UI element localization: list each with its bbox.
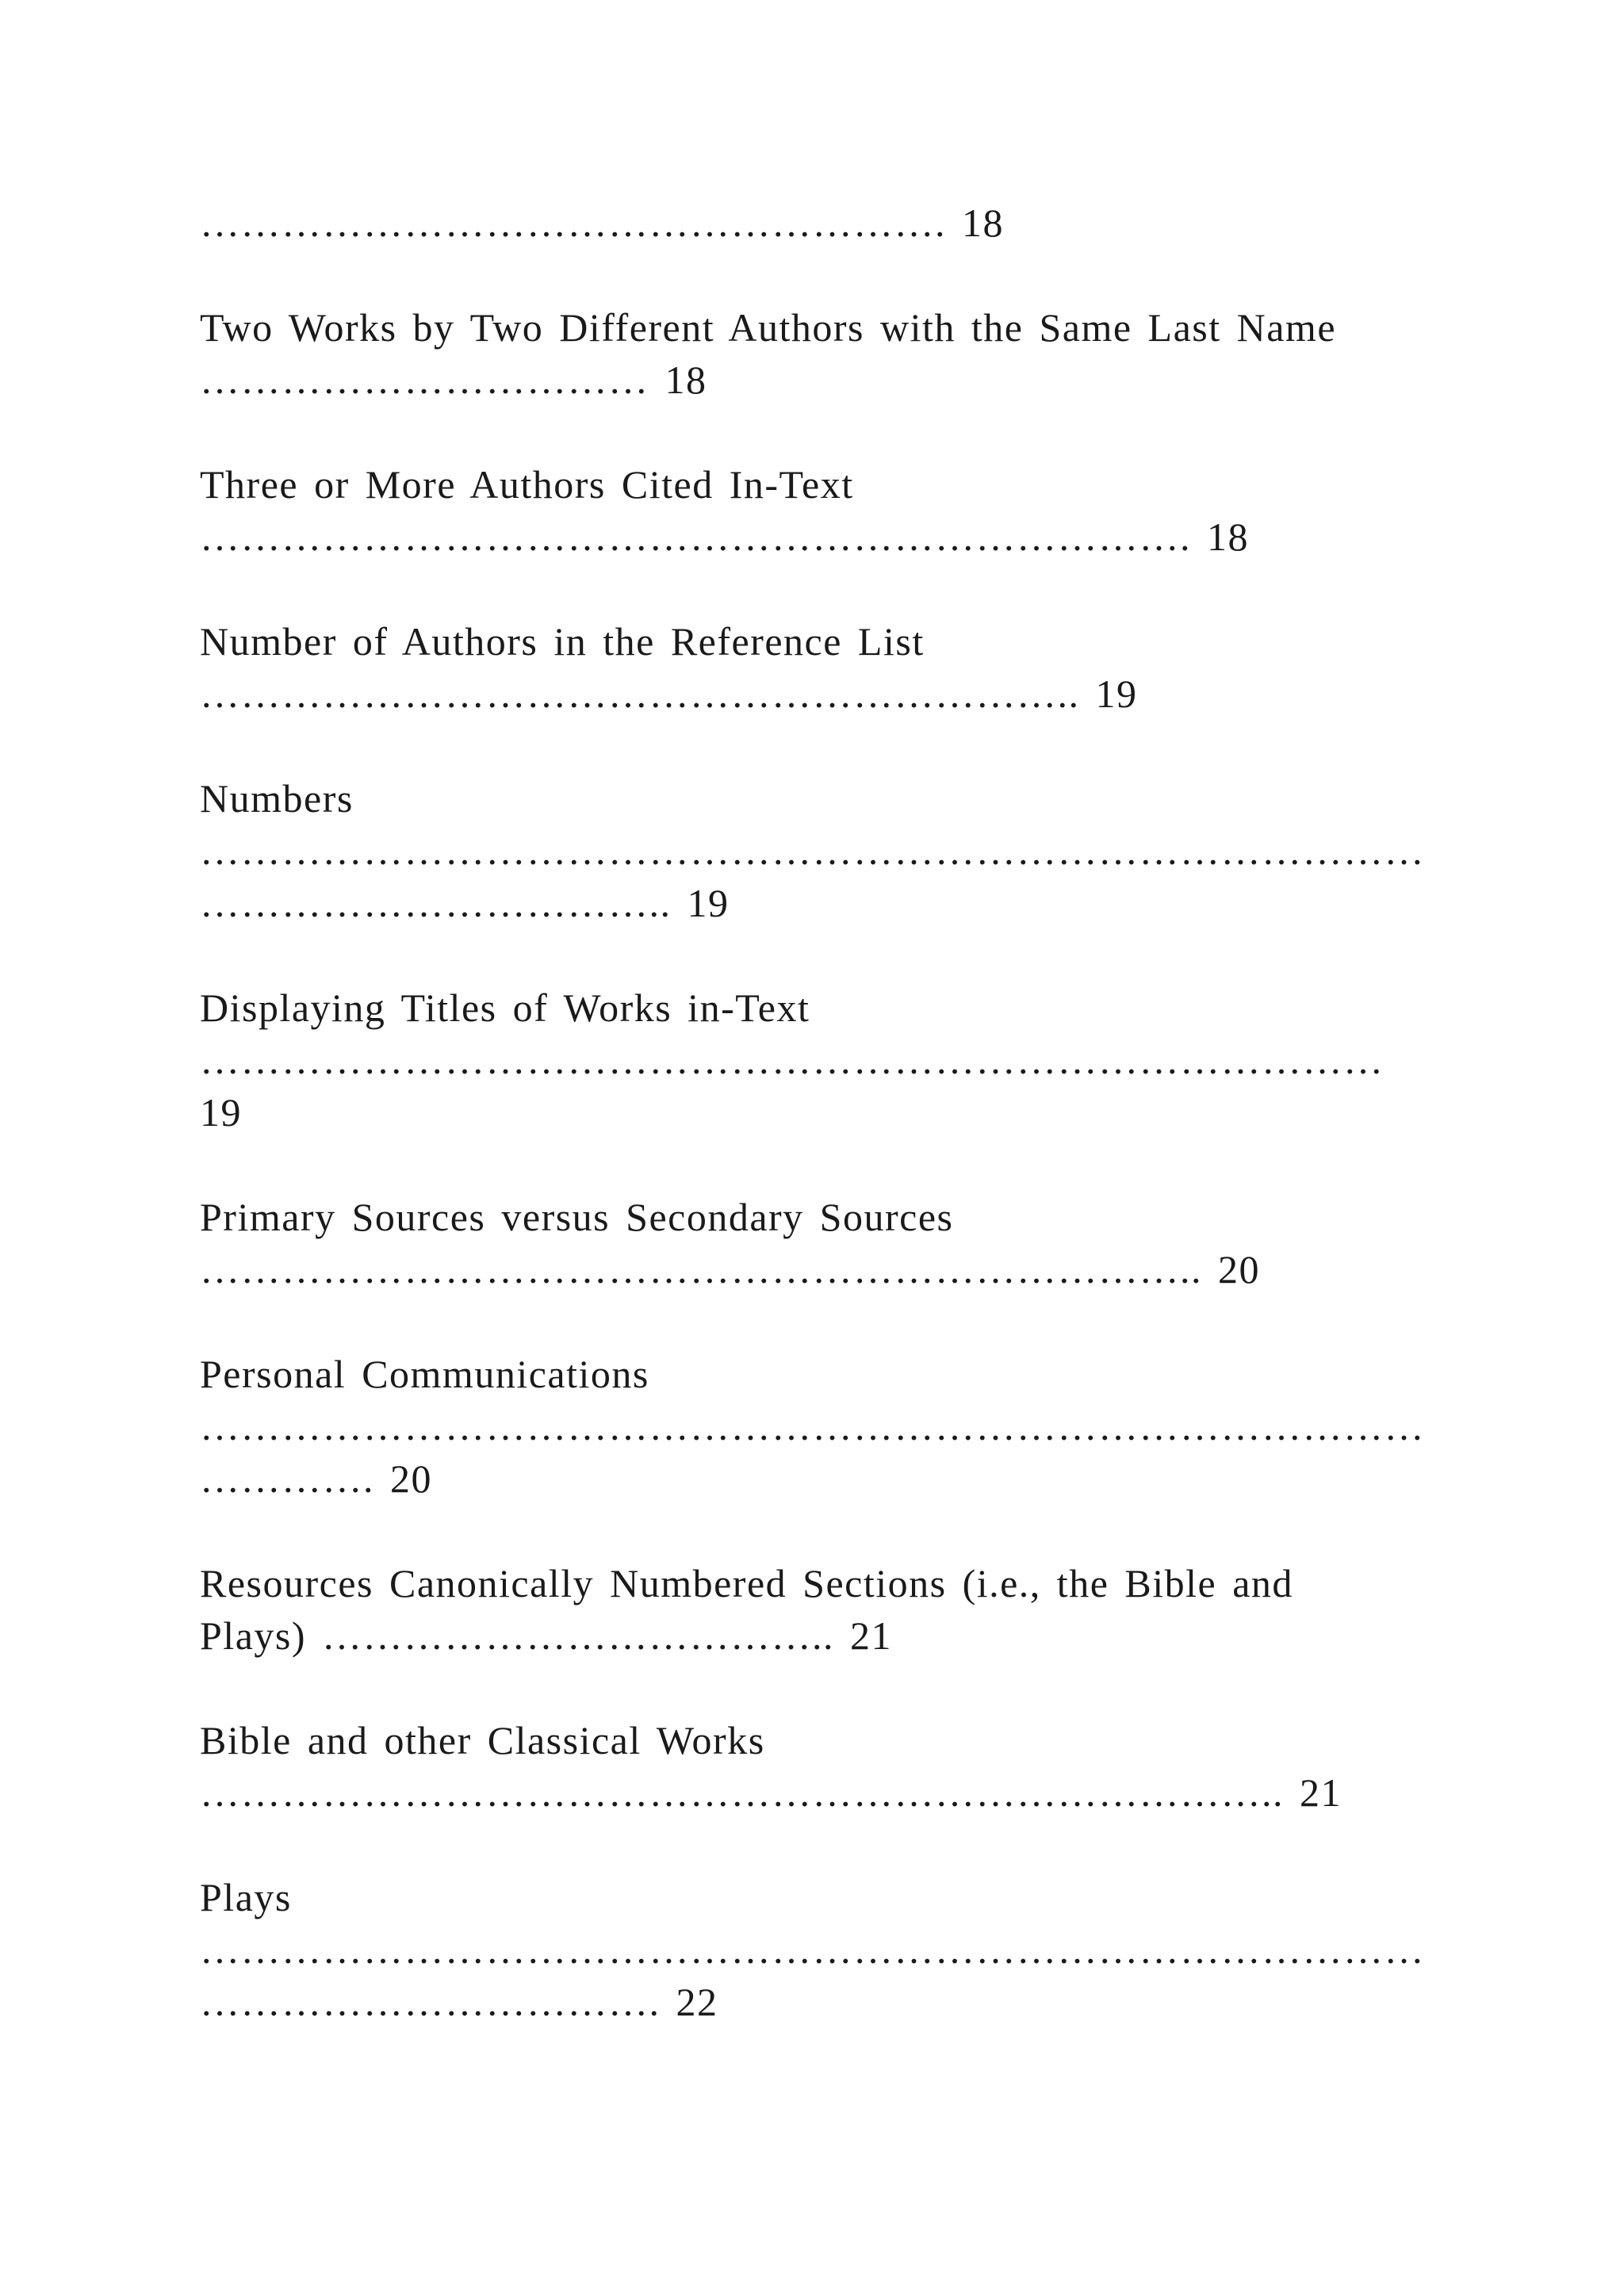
toc-entry-personal-communications[interactable]: Personal Communications ……………………………………………………………………………… …………. 20 (200, 1352, 1425, 1501)
toc-entry-bible-classical-works[interactable]: Bible and other Classical Works …………………………………………………………………….. 21 (200, 1718, 1342, 1815)
toc-entry-three-or-more-authors[interactable]: Three or More Authors Cited In-Text ………………………………………………………………. 18 (200, 462, 1249, 559)
toc-entry-canonically-numbered[interactable]: Resources Canonically Numbered Sections (i.e., the Bible and Plays) ……………………………….. 21 (200, 1561, 1293, 1658)
toc-entry-same-last-name[interactable]: Two Works by Two Different Authors with the Same Last Name …………………………… 18 (200, 305, 1337, 402)
toc-entry-displaying-titles[interactable]: Displaying Titles of Works in-Text …………………………………………………………………………… 19 (200, 985, 1385, 1135)
toc-page (200, 197, 1437, 2028)
toc-entry-plays[interactable]: Plays ……………………………………………………………………………… ……………………………. 22 (200, 1875, 1425, 2024)
toc-entry-continued: ………………………………………………. 18 (200, 201, 1004, 245)
toc-entry-number-of-authors[interactable]: Number of Authors in the Reference List ……………………………………………………….. 19 (200, 619, 1138, 716)
toc-entry-primary-secondary-sources[interactable]: Primary Sources versus Secondary Sources ……………………………………………………………….. 20 (200, 1195, 1260, 1292)
toc-entry-numbers[interactable]: Numbers ……………………………………………………………………………… …………………………….. 19 (200, 776, 1425, 925)
